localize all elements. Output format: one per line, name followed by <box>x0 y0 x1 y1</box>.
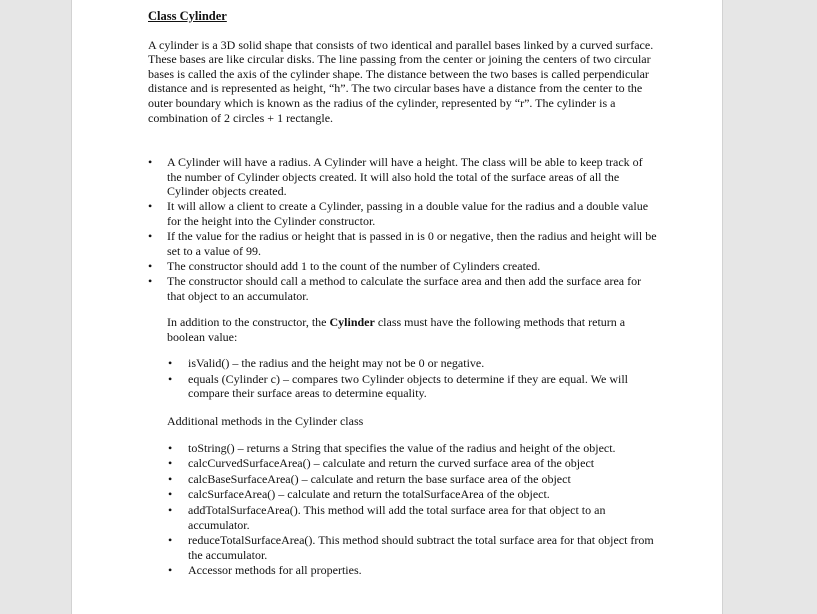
intro-paragraph: A cylinder is a 3D solid shape that consists of two identical and parallel bases linked by a curved surface. These bases are like circular disks. The line passing from the center or joining the centers of two circular bases is called the axis of the cylinder shape. The distance between the two bases is called perpendicular distance and is represented as height, “h”. The two circular bases have a distance from the center to the outer boundary which is known as the radius of the cylinder, represented by “r”. The cylinder is a combination of 2 circles + 1 rectangle. <box>148 37 654 125</box>
additional-method-item: • calcCurvedSurfaceArea() – calculate and return the curved surface area of the object <box>167 456 658 471</box>
constructor-note-prefix: In addition to the constructor, the <box>167 315 330 330</box>
constructor-note-class: Cylinder <box>329 315 375 330</box>
additional-method-item: • toString() – returns a String that specifies the value of the radius and height of the object. <box>167 441 658 456</box>
boolean-methods-list <box>167 356 658 401</box>
additional-methods-list <box>167 441 658 578</box>
boolean-method-item: • equals (Cylinder c) – compares two Cylinder objects to determine if they are equal. We will compare their surface areas to determine equality. <box>167 372 658 401</box>
requirement-item: • The constructor should call a method to calculate the surface area and then add the surface area for that object to an accumulator. <box>148 274 658 303</box>
requirement-item: • If the value for the radius or height that is passed in is 0 or negative, then the radius and height will be set to a value of 99. <box>148 229 658 258</box>
additional-methods-caption: Additional methods in the Cylinder class <box>167 414 364 429</box>
boolean-method-item: • isValid() – the radius and the height may not be 0 or negative. <box>167 356 658 371</box>
additional-method-item: • reduceTotalSurfaceArea(). This method should subtract the total surface area for that object from the accumulator. <box>167 533 658 562</box>
additional-method-item: • Accessor methods for all properties. <box>167 563 658 578</box>
requirement-item: • The constructor should add 1 to the count of the number of Cylinders created. <box>148 259 658 274</box>
additional-method-item: • calcSurfaceArea() – calculate and return the totalSurfaceArea of the object. <box>167 487 658 502</box>
document-page[interactable] <box>71 0 723 614</box>
requirement-item: • A Cylinder will have a radius. A Cylinder will have a height. The class will be able to keep track of the number of Cylinder objects created. It will also hold the total of the surface areas of all the Cylinder objects created. <box>148 155 658 199</box>
document-title: Class Cylinder <box>148 9 227 23</box>
constructor-note <box>167 315 658 344</box>
constructor-note-suffix: class must have the following methods that return a boolean value: <box>167 315 626 344</box>
page-content <box>148 9 658 579</box>
requirements-list <box>148 155 658 303</box>
additional-method-item: • addTotalSurfaceArea(). This method will add the total surface area for that object to an accumulator. <box>167 503 658 532</box>
additional-method-item: • calcBaseSurfaceArea() – calculate and return the base surface area of the object <box>167 472 658 487</box>
requirement-item: • It will allow a client to create a Cylinder, passing in a double value for the radius and a double value for the height into the Cylinder constructor. <box>148 199 658 228</box>
